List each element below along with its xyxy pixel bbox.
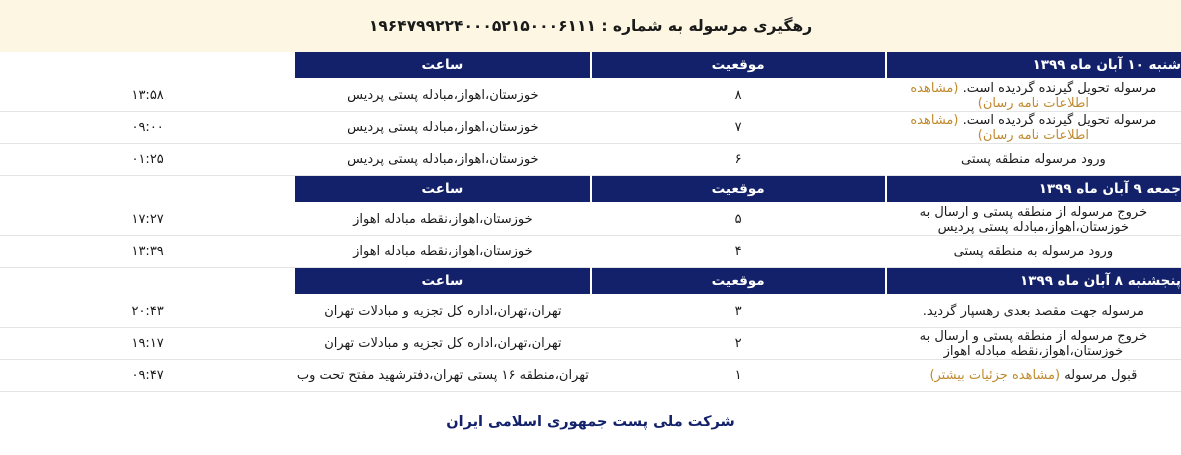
- row-location: خوزستان،اهواز،مبادله پستی پردیس: [295, 144, 590, 176]
- row-location: تهران،تهران،اداره کل تجزیه و مبادلات تهران: [295, 328, 590, 360]
- column-header-location: موقعیت: [591, 52, 886, 79]
- row-time: ۱۳:۳۹: [0, 236, 295, 268]
- row-link[interactable]: (مشاهده جزئیات بیشتر): [929, 368, 1061, 383]
- footer-company-name: شرکت ملی پست جمهوری اسلامی ایران: [446, 414, 735, 430]
- tracking-number-title: رهگیری مرسوله به شماره : ۱۹۶۴۷۹۹۲۲۴۰۰۰۵۲۱۵۰۰۰۶۱۱۱: [368, 17, 813, 35]
- table-row: [0, 236, 1181, 268]
- column-header-time: ساعت: [295, 52, 590, 79]
- tracking-table-wrapper: [0, 52, 1181, 392]
- row-location: تهران،منطقه ۱۶ پستی تهران،دفترشهید مفتح تحت وب: [295, 360, 590, 392]
- table-row: [0, 360, 1181, 392]
- row-time: ۱۹:۱۷: [0, 328, 295, 360]
- row-link[interactable]: (مشاهده اطلاعات نامه رسان): [910, 112, 1089, 143]
- row-description-text: مرسوله تحویل گیرنده گردیده است.: [962, 112, 1157, 128]
- row-description-text: ورود مرسوله منطقه پستی: [960, 152, 1106, 167]
- row-description: [886, 112, 1181, 144]
- group-header-row: [0, 52, 1181, 79]
- row-number: ۸: [591, 79, 886, 112]
- row-number: ۲: [591, 328, 886, 360]
- row-description: [886, 79, 1181, 112]
- row-link[interactable]: (مشاهده اطلاعات نامه رسان): [910, 80, 1089, 111]
- row-number: ۴: [591, 236, 886, 268]
- row-description-text: مرسوله تحویل گیرنده گردیده است.: [962, 80, 1157, 96]
- group-date: شنبه ۱۰ آبان ماه ۱۳۹۹: [886, 52, 1181, 79]
- column-header-time: ساعت: [295, 176, 590, 204]
- table-row: [0, 203, 1181, 236]
- row-description-text: خروج مرسوله از منطقه پستی و ارسال به خوزستان،اهواز،نقطه مبادله اهواز: [919, 328, 1148, 359]
- row-description-text: مرسوله جهت مقصد بعدی رهسپار گردید.: [922, 304, 1145, 319]
- row-description: [886, 203, 1181, 236]
- row-number: ۳: [591, 295, 886, 328]
- row-number: ۷: [591, 112, 886, 144]
- row-time: ۰۱:۲۵: [0, 144, 295, 176]
- row-time: ۰۹:۴۷: [0, 360, 295, 392]
- table-row: [0, 144, 1181, 176]
- group-header-row: [0, 176, 1181, 204]
- row-time: ۱۷:۲۷: [0, 203, 295, 236]
- row-description: [886, 295, 1181, 328]
- row-description: [886, 328, 1181, 360]
- tracking-header-banner: [0, 0, 1181, 52]
- row-number: ۶: [591, 144, 886, 176]
- table-row: [0, 79, 1181, 112]
- row-time: ۰۹:۰۰: [0, 112, 295, 144]
- group-header-row: [0, 268, 1181, 296]
- row-description-text: خروج مرسوله از منطقه پستی و ارسال به خوزستان،اهواز،مبادله پستی پردیس: [919, 204, 1148, 235]
- table-row: [0, 295, 1181, 328]
- row-location: خوزستان،اهواز،نقطه مبادله اهواز: [295, 236, 590, 268]
- row-description-text: ورود مرسوله به منطقه پستی: [953, 244, 1114, 259]
- tracking-table: [0, 52, 1181, 392]
- row-location: تهران،تهران،اداره کل تجزیه و مبادلات تهران: [295, 295, 590, 328]
- table-row: [0, 328, 1181, 360]
- row-description: [886, 236, 1181, 268]
- table-row: [0, 112, 1181, 144]
- row-number: ۱: [591, 360, 886, 392]
- column-header-location: موقعیت: [591, 176, 886, 204]
- column-header-time: ساعت: [295, 268, 590, 296]
- row-description: [886, 360, 1181, 392]
- row-number: ۵: [591, 203, 886, 236]
- row-description: [886, 144, 1181, 176]
- row-time: ۲۰:۴۳: [0, 295, 295, 328]
- column-header-location: موقعیت: [591, 268, 886, 296]
- row-location: خوزستان،اهواز،مبادله پستی پردیس: [295, 112, 590, 144]
- row-time: ۱۳:۵۸: [0, 79, 295, 112]
- row-location: خوزستان،اهواز،مبادله پستی پردیس: [295, 79, 590, 112]
- group-date: پنجشنبه ۸ آبان ماه ۱۳۹۹: [886, 268, 1181, 296]
- row-location: خوزستان،اهواز،نقطه مبادله اهواز: [295, 203, 590, 236]
- group-date: جمعه ۹ آبان ماه ۱۳۹۹: [886, 176, 1181, 204]
- row-description-text: قبول مرسوله: [1064, 368, 1138, 383]
- tracking-table-body: [0, 52, 1181, 392]
